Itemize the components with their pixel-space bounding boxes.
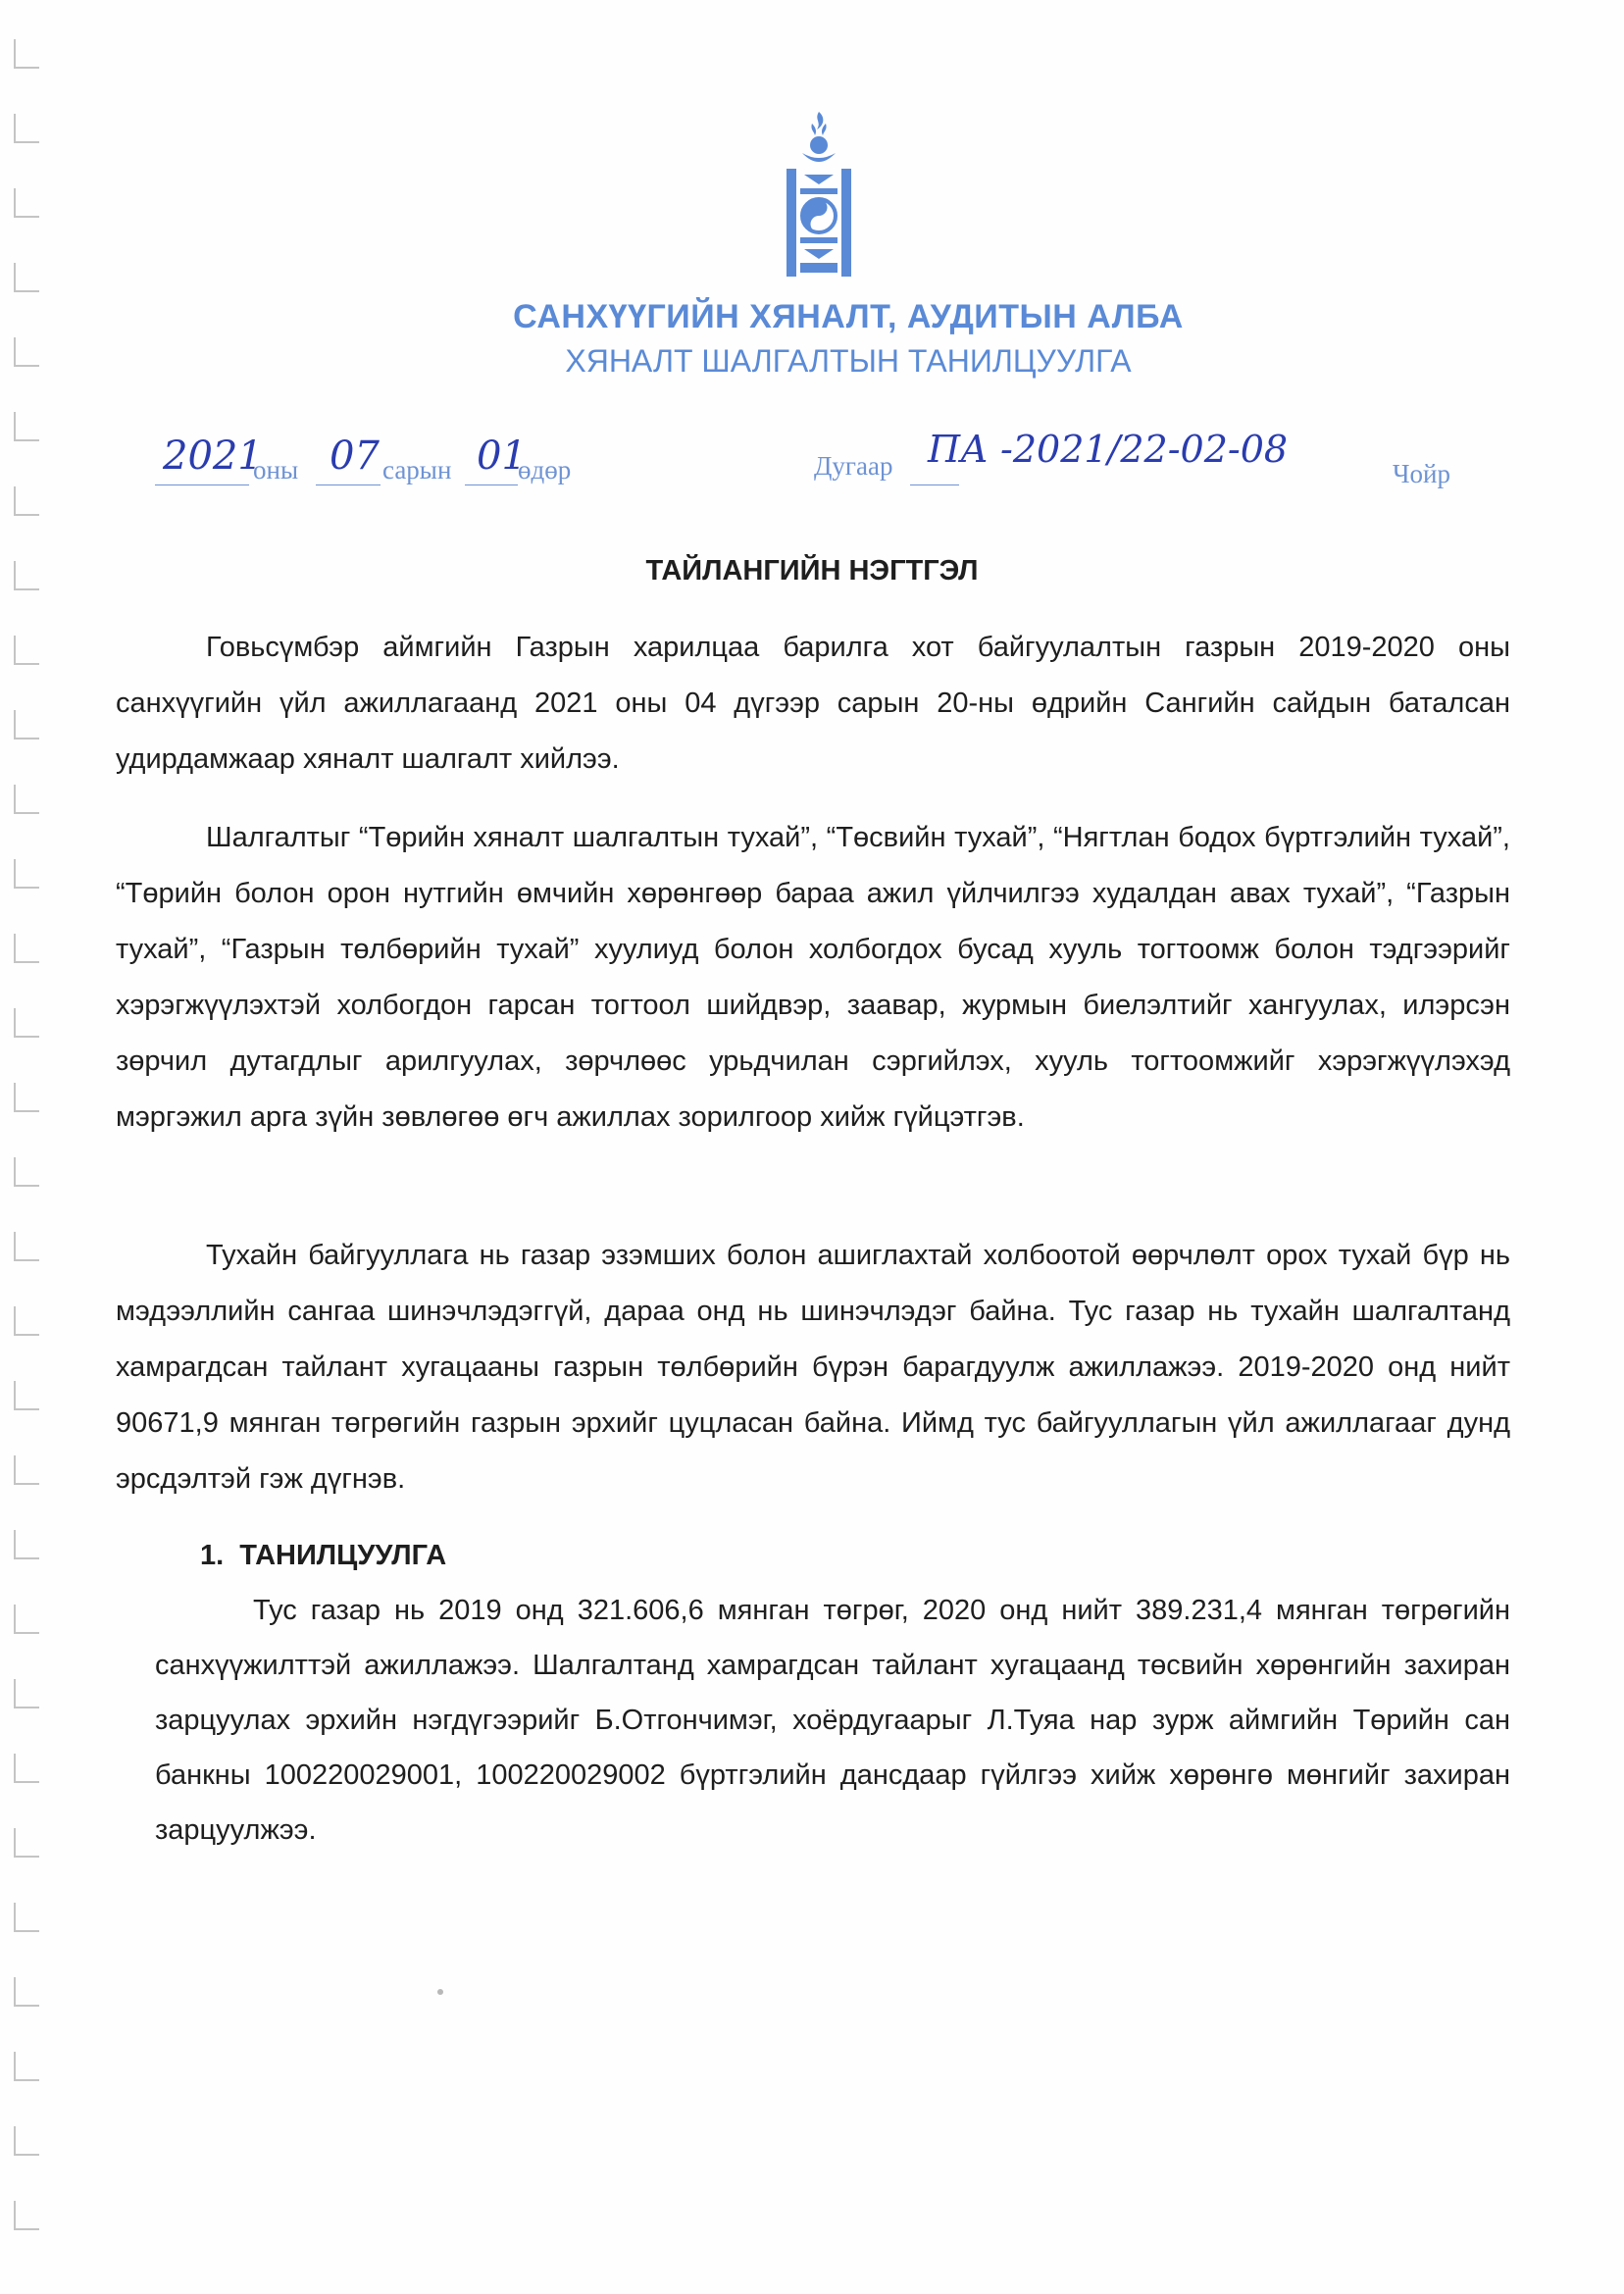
section-title: ТАНИЛЦУУЛГА: [239, 1540, 447, 1571]
handwritten-year: 2021: [163, 433, 263, 479]
binding-mark: [14, 1828, 39, 1858]
city-label: Чойр: [1393, 459, 1450, 488]
month-label: сарын: [382, 455, 452, 484]
binding-mark: [14, 859, 39, 889]
introduction-paragraph: Тус газар нь 2019 онд 321.606,6 мянган төгрөг, 2020 онд нийт 389.231,4 мянган төгрөгийн санхүүжилттэй ажиллажээ. Шалгалтанд хамрагдсан тайлант хугацаанд төсвийн хөрөнгийн захиран зарцуулах эрхийн нэгдүгээрийг Б.Отгончимэг, хоёрдугаарыг Л.Туяа нар зурж аймгийн Төрийн сан банкны 100220029001, 100220029002 бүртгэлийн дансдаар гүйлгээ хийж хөрөнгө мөнгийг захиран зарцуулжээ.: [155, 1595, 1510, 1846]
binding-mark: [14, 1754, 39, 1783]
binding-mark: [14, 2126, 39, 2156]
number-underline: [910, 484, 959, 485]
binding-mark: [14, 710, 39, 739]
day-label: өдөр: [518, 455, 572, 484]
organization-name: САНХҮҮГИЙН ХЯНАЛТ, АУДИТЫН АЛБА: [513, 298, 1184, 335]
binding-mark: [14, 263, 39, 292]
handwritten-day: 01: [477, 433, 527, 479]
binding-mark: [14, 1455, 39, 1485]
binding-mark: [14, 1306, 39, 1336]
day-underline: [465, 484, 518, 485]
binding-mark: [14, 1083, 39, 1112]
year-underline: [155, 484, 249, 485]
summary-paragraph-1: Говьсүмбэр аймгийн Газрын харилцаа барилга хот байгуулалтын газрын 2019-2020 оны санхүүгийн үйл ажиллагаанд 2021 оны 04 дүгээр сарын 20-ны өдрийн Сангийн сайдын баталсан удирдамжаар хяналт шалгалт хийлээ.: [116, 632, 1510, 775]
binding-mark: [14, 114, 39, 143]
binding-mark: [14, 188, 39, 218]
binding-mark: [14, 934, 39, 963]
binding-mark: [14, 1008, 39, 1038]
document-type-title: ХЯНАЛТ ШАЛГАЛТЫН ТАНИЛЦУУЛГА: [565, 343, 1132, 379]
year-label: оны: [253, 455, 299, 484]
handwritten-month: 07: [330, 433, 380, 479]
summary-paragraph-3: Тухайн байгууллага нь газар эзэмших болон ашиглахтай холбоотой өөрчлөлт орох тухай бүр нь мэдээллийн сангаа шинэчлэдэггүй, дараа онд нь шинэчлэдэг байна. Тус газар нь тухайн шалгалтанд хамрагдсан тайлант хугацааны газрын төлбөрийн бүрэн барагдуулж ажиллажээ. 2019-2020 онд нийт 90671,9 мянган төгрөгийн газрын эрхийг цуцласан байна. Иймд тус байгууллагын үйл ажиллагааг дунд эрсдэлтэй гэж дүгнэв.: [116, 1240, 1510, 1495]
binding-mark: [14, 1605, 39, 1634]
binding-mark: [14, 1530, 39, 1559]
summary-paragraph-2: Шалгалтыг “Төрийн хяналт шалгалтын тухай”, “Төсвийн тухай”, “Нягтлан бодох бүртгэлийн тухай”, “Төрийн болон орон нутгийн өмчийн хөрөнгөөр бараа ажил үйлчилгээ худалдан авах тухай”, “Газрын тухай”, “Газрын төлбөрийн тухай” хуулиуд болон холбогдох бусад хууль тогтоомж болон тэдгээрийг хэрэгжүүлэхтэй холбогдон гарсан тогтоол шийдвэр, заавар, журмын биелэлтийг хангуулах, илэрсэн зөрчил дутагдлыг арилгуулах, зөрчлөөс урьдчилан сэргийлэх, хууль тогтоомжийг хэрэгжүүлэхэд мэргэжил арга зүйн зөвлөгөө өгч ажиллах зорилгоор хийж гүйцэтгэв.: [116, 822, 1510, 1133]
binding-mark: [14, 785, 39, 814]
handwritten-document-number: ПА -2021/22-02-08: [928, 428, 1289, 471]
soyombo-emblem-icon: [785, 110, 853, 277]
binding-mark: [14, 1903, 39, 1932]
binding-mark: [14, 39, 39, 69]
scan-speck: [437, 1989, 443, 1995]
binding-mark: [14, 2201, 39, 2230]
binding-mark: [14, 1381, 39, 1410]
binding-mark: [14, 1232, 39, 1261]
number-label: Дугаар: [814, 451, 893, 481]
section-heading-introduction: [200, 1540, 446, 1572]
binding-mark: [14, 1679, 39, 1708]
month-underline: [316, 484, 381, 485]
binding-mark: [14, 2052, 39, 2081]
report-summary-heading: ТАЙЛАНГИЙН НЭГТГЭЛ: [645, 555, 979, 586]
section-number: 1.: [200, 1540, 225, 1571]
date-number-row: [0, 428, 1624, 502]
binding-mark: [14, 1157, 39, 1187]
binding-mark: [14, 636, 39, 665]
binding-mark: [14, 1977, 39, 2007]
